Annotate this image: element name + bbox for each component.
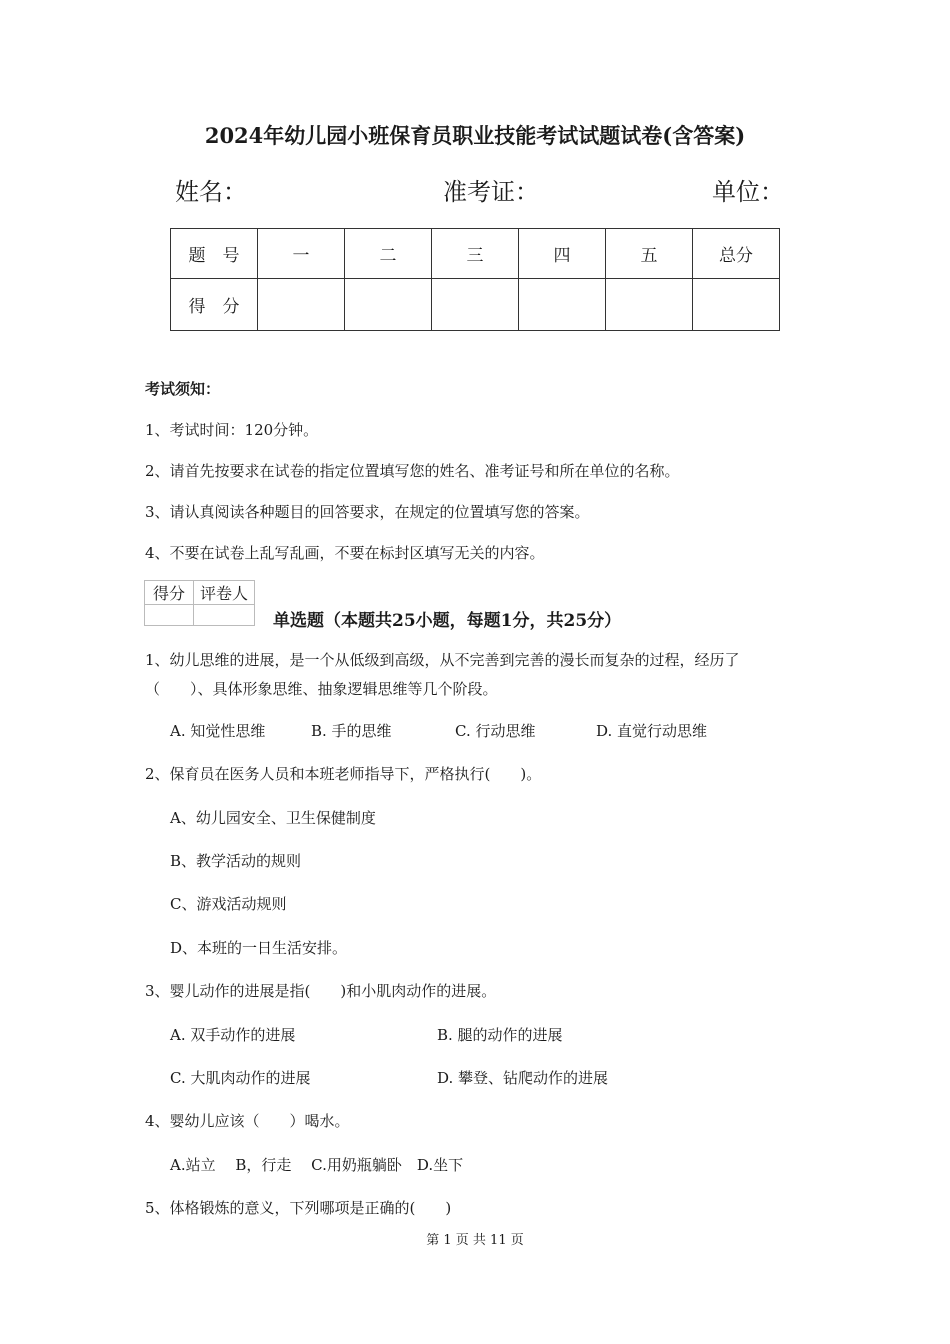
notice-heading: 考试须知： bbox=[145, 380, 221, 398]
grader-score-label: 得分 bbox=[145, 581, 194, 605]
score-header-section-2: 二 bbox=[345, 229, 432, 279]
page-footer: 第 1 页 共 11 页 bbox=[426, 1233, 524, 1248]
document-title: 2024年幼儿园小班保育员职业技能考试试题试卷(含答案) bbox=[204, 123, 746, 148]
score-cell-1 bbox=[258, 279, 345, 331]
score-cell-total bbox=[693, 279, 780, 331]
score-cell-4 bbox=[519, 279, 606, 331]
score-header-label: 题 号 bbox=[171, 229, 258, 279]
question-1-option-a: A. 知觉性思维 bbox=[170, 722, 266, 740]
score-header-section-4: 四 bbox=[519, 229, 606, 279]
grader-score-cell bbox=[145, 605, 194, 626]
question-2-option-b: B、教学活动的规则 bbox=[170, 852, 302, 870]
score-table-header-row bbox=[171, 229, 780, 279]
score-header-section-5: 五 bbox=[606, 229, 693, 279]
grader-name-label: 评卷人 bbox=[194, 581, 255, 605]
question-3-text: 3、婴儿动作的进展是指( )和小肌肉动作的进展。 bbox=[145, 982, 497, 1000]
question-1-option-c: C. 行动思维 bbox=[455, 722, 536, 740]
grader-box bbox=[144, 580, 255, 626]
score-row-label: 得 分 bbox=[171, 279, 258, 331]
question-1-option-b: B. 手的思维 bbox=[311, 722, 392, 740]
question-3-option-a: A. 双手动作的进展 bbox=[170, 1026, 296, 1044]
score-header-section-1: 一 bbox=[258, 229, 345, 279]
notice-item: 4、不要在试卷上乱写乱画，不要在标封区填写无关的内容。 bbox=[145, 544, 545, 562]
question-2-option-d: D、本班的一日生活安排。 bbox=[170, 939, 348, 957]
question-4-text: 4、婴幼儿应该（ ）喝水。 bbox=[145, 1112, 350, 1130]
score-header-section-3: 三 bbox=[432, 229, 519, 279]
score-header-total: 总分 bbox=[693, 229, 780, 279]
question-1-text-cont: （ ）、具体形象思维、抽象逻辑思维等几个阶段。 bbox=[145, 680, 498, 698]
question-3-option-d: D. 攀登、钻爬动作的进展 bbox=[437, 1069, 609, 1087]
notice-item: 1、考试时间：120分钟。 bbox=[145, 421, 319, 439]
question-1-option-d: D. 直觉行动思维 bbox=[596, 722, 708, 740]
question-2-text: 2、保育员在医务人员和本班老师指导下，严格执行( )。 bbox=[145, 765, 542, 783]
exam-id-field-label: 准考证： bbox=[443, 178, 539, 206]
question-5-text: 5、体格锻炼的意义，下列哪项是正确的( ) bbox=[145, 1199, 452, 1217]
question-2-option-a: A、幼儿园安全、卫生保健制度 bbox=[170, 809, 376, 827]
section-title: 单选题（本题共25小题，每题1分，共25分） bbox=[273, 611, 622, 631]
question-2-option-c: C、游戏活动规则 bbox=[170, 895, 287, 913]
notice-item: 2、请首先按要求在试卷的指定位置填写您的姓名、准考证号和所在单位的名称。 bbox=[145, 462, 680, 480]
notice-item: 3、请认真阅读各种题目的回答要求，在规定的位置填写您的答案。 bbox=[145, 503, 590, 521]
score-table-score-row bbox=[171, 279, 780, 331]
grader-name-cell bbox=[194, 605, 255, 626]
score-table bbox=[170, 228, 780, 331]
question-4-options: A.站立 B，行走 C.用奶瓶躺卧 D.坐下 bbox=[170, 1156, 464, 1174]
question-3-option-c: C. 大肌肉动作的进展 bbox=[170, 1069, 311, 1087]
question-1-text: 1、幼儿思维的进展，是一个从低级到高级，从不完善到完善的漫长而复杂的过程，经历了 bbox=[145, 651, 740, 669]
score-cell-3 bbox=[432, 279, 519, 331]
question-3-option-b: B. 腿的动作的进展 bbox=[437, 1026, 563, 1044]
score-cell-2 bbox=[345, 279, 432, 331]
score-cell-5 bbox=[606, 279, 693, 331]
unit-field-label: 单位： bbox=[712, 178, 784, 206]
name-field-label: 姓名： bbox=[175, 178, 247, 206]
